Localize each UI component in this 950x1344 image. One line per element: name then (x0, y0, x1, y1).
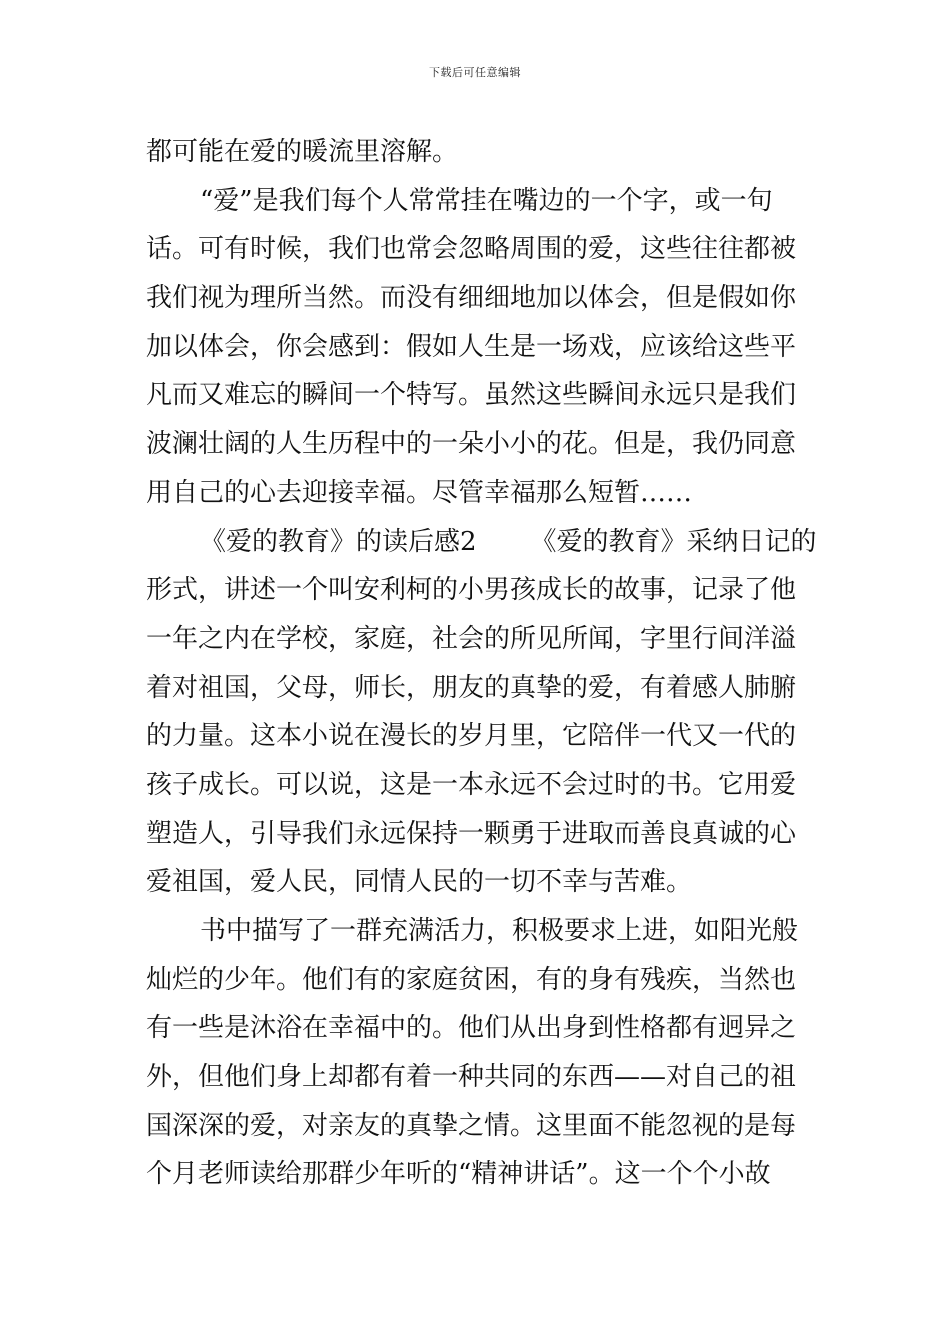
text-line: 灿烂的少年。他们有的家庭贫困，有的身有残疾，当然也 (146, 964, 797, 995)
text-line: 都可能在爱的暖流里溶解。 (146, 137, 459, 167)
text-line: 话。可有时候，我们也常会忽略周围的爱，这些往往都被 (146, 234, 797, 265)
section-heading: 《爱的教育》的读后感2 (200, 526, 477, 557)
text-line: 孩子成长。可以说，这是一本永远不会过时的书。它用爱 (146, 769, 797, 800)
text-line: 加以体会，你会感到：假如人生是一场戏，应该给这些平 (146, 331, 797, 362)
text-line: 个月老师读给那群少年听的“精神讲话”。这一个个小故 (146, 1159, 771, 1190)
text-line: 用自己的心去迎接幸福。尽管幸福那么短暂…… (146, 477, 693, 508)
text-line: 国深深的爱，对亲友的真挚之情。这里面不能忽视的是每 (146, 1110, 797, 1141)
text-line: 塑造人，引导我们永远保持一颗勇于进取而善良真诚的心 (146, 818, 797, 849)
text-line: 一年之内在学校，家庭，社会的所见所闻，字里行间洋溢 (146, 623, 797, 654)
text-line: 着对祖国，父母，师长，朋友的真挚的爱，有着感人肺腑 (146, 672, 797, 703)
text-line: 的力量。这本小说在漫长的岁月里，它陪伴一代又一代的 (146, 721, 797, 752)
page-header: 下载后可任意编辑 (429, 66, 521, 79)
text-line: 凡而又难忘的瞬间一个特写。虽然这些瞬间永远只是我们 (146, 380, 797, 411)
text-line: 爱祖国，爱人民，同情人民的一切不幸与苦难。 (146, 867, 693, 898)
text-line: 有一些是沐浴在幸福中的。他们从出身到性格都有迥异之 (146, 1013, 797, 1044)
text-line: 我们视为理所当然。而没有细细地加以体会，但是假如你 (146, 283, 797, 314)
text-line: 波澜壮阔的人生历程中的一朵小小的花。但是，我仍同意 (146, 429, 797, 460)
document-body (146, 128, 826, 1199)
text-line: 《爱的教育》采纳日记的 (530, 526, 817, 557)
text-line: 书中描写了一群充满活力，积极要求上进，如阳光般 (200, 916, 799, 946)
section-heading-line (146, 518, 826, 567)
text-line: 外，但他们身上却都有着一种共同的东西——对自己的祖 (146, 1062, 797, 1093)
text-line: 形式，讲述一个叫安利柯的小男孩成长的故事，记录了他 (146, 575, 797, 606)
text-line: “爱”是我们每个人常常挂在嘴边的一个字，或一句 (200, 185, 773, 216)
